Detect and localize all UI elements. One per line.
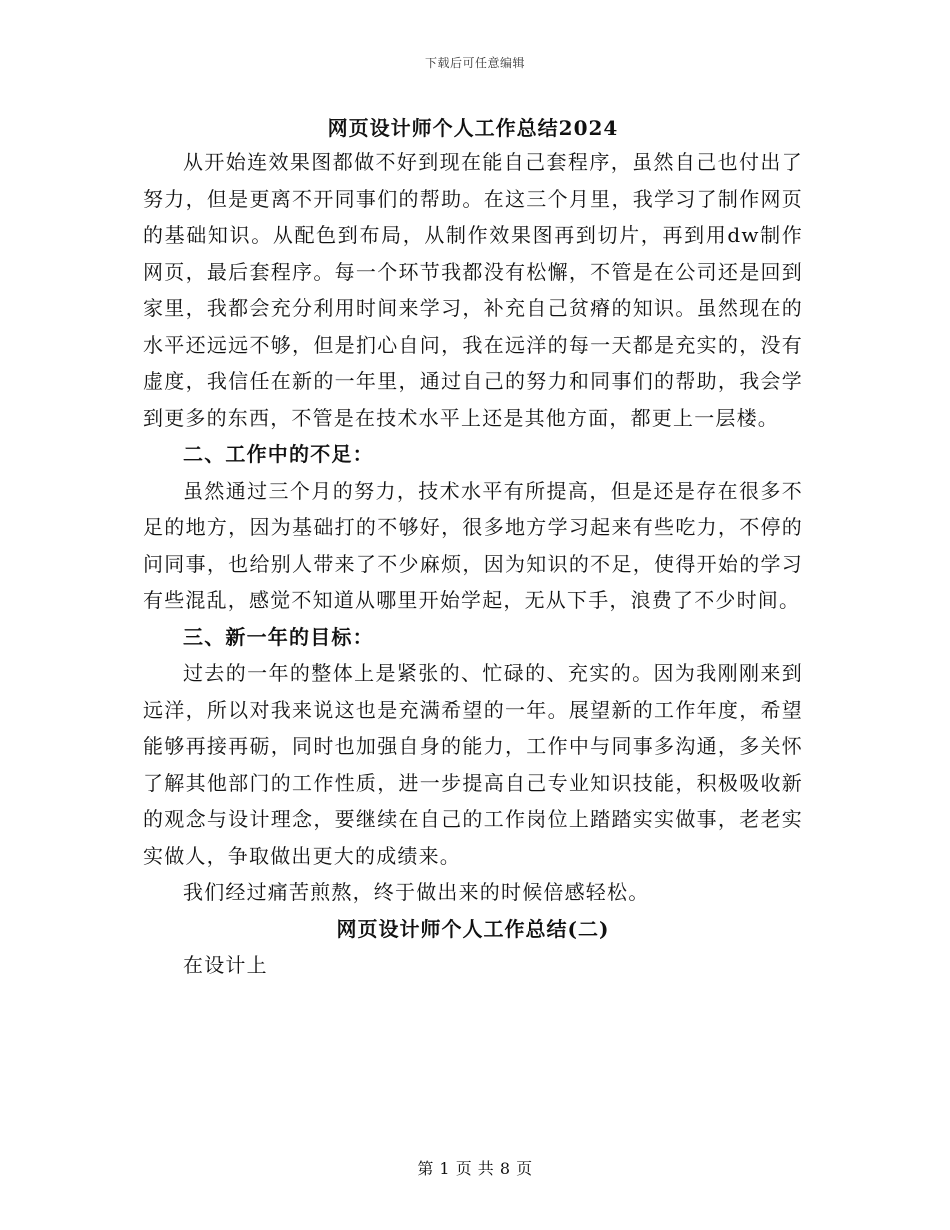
second-document-title: 网页设计师个人工作总结(二): [336, 916, 610, 941]
page-indicator: 第 1 页 共 8 页: [417, 1159, 533, 1178]
closing-paragraph: 我们经过痛苦煎熬，终于做出来的时候倍感轻松。: [183, 880, 650, 904]
section-3-paragraph: 过去的一年的整体上是紧张的、忙碌的、充实的。因为我刚刚来到远洋，所以对我来说这也是充满希望的一年。展望新的工作年度，希望能够再接再砺，同时也加强自身的能力，工作中与同事多沟通，多关怀了解其他部门的工作性质，进一步提高自己专业知识技能，积极吸收新的观念与设计理念，要继续在自己的工作岗位上踏踏实实做事，老老实实做人，争取做出更大的成绩来。: [143, 661, 803, 868]
intro-paragraph: 从开始连效果图都做不好到现在能自己套程序，虽然自己也付出了努力，但是更离不开同事们的帮助。在这三个月里，我学习了制作网页的基础知识。从配色到布局，从制作效果图再到切片，再到用dw制作网页，最后套程序。每一个环节我都没有松懈，不管是在公司还是回到家里，我都会充分利用时间来学习，补充自己贫瘠的知识。虽然现在的水平还远远不够，但是扪心自问，我在远洋的每一天都是充实的，没有虚度，我信任在新的一年里，通过自己的努力和同事们的帮助，我会学到更多的东西，不管是在技术水平上还是其他方面，都更上一层楼。: [143, 150, 803, 430]
section-2-heading: 二、工作中的不足：: [183, 442, 374, 466]
second-document-paragraph: 在设计上: [183, 953, 268, 977]
header-note: 下载后可任意编辑: [424, 56, 525, 70]
section-2-paragraph: 虽然通过三个月的努力，技术水平有所提高，但是还是存在很多不足的地方，因为基础打的不够好，很多地方学习起来有些吃力，不停的问同事，也给别人带来了不少麻烦，因为知识的不足，使得开始的学习有些混乱，感觉不知道从哪里开始学起，无从下手，浪费了不少时间。: [143, 478, 803, 612]
document-title: 网页设计师个人工作总结2024: [327, 116, 619, 140]
section-3-heading: 三、新一年的目标：: [183, 624, 374, 649]
document-body: [143, 112, 803, 984]
